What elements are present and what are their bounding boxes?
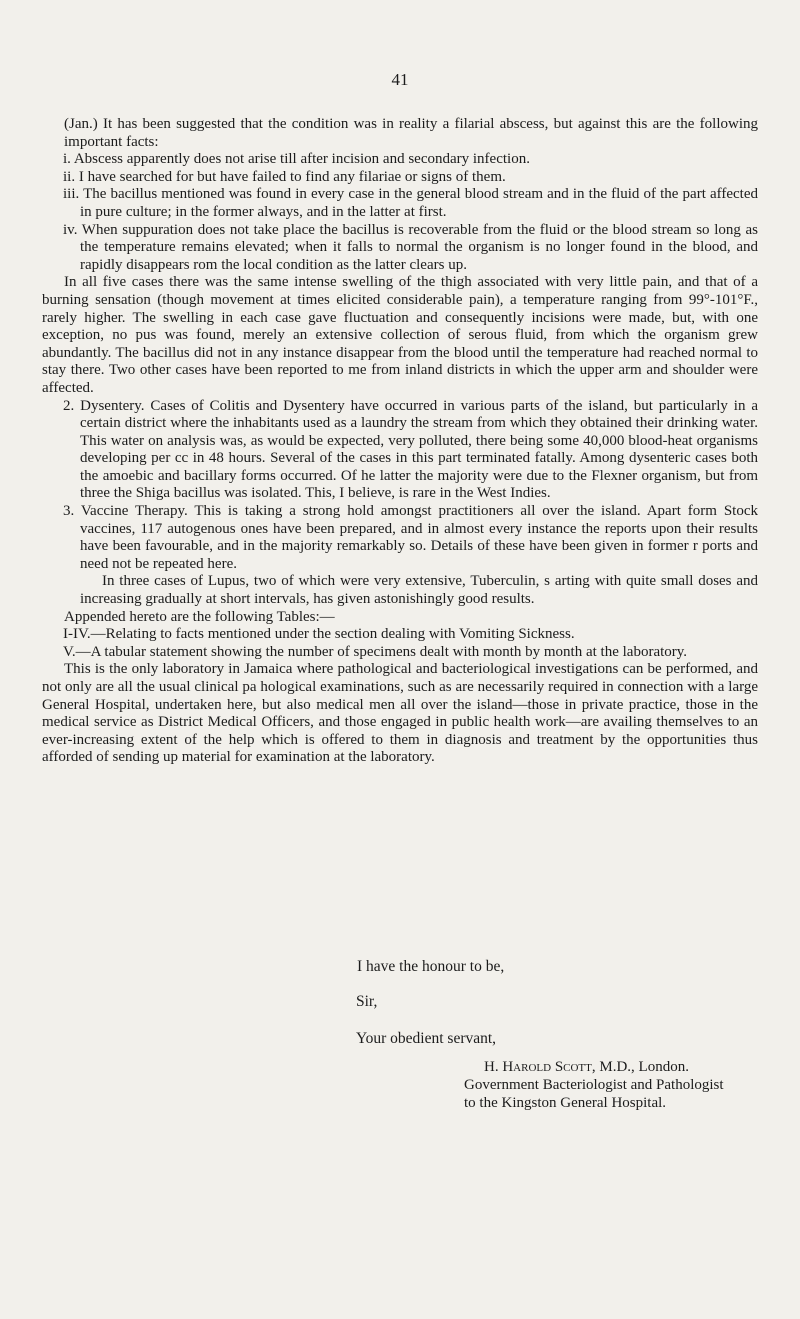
tables-v: V.—A tabular statement showing the number of specimens dealt with month by month at the laboratory. (63, 643, 688, 660)
fact-iv: iv. When suppuration does not take place the bacillus is recoverable from the fluid or the blood stream so long as the temperature remains elevated; when it falls to normal the organism is no longer found in the blood, and rapidly disappears rom the local condition as the latter clears up. (63, 221, 758, 273)
section-vaccine-therapy: 3. Vaccine Therapy. This is taking a strong hold amongst practitioners all over the island. Apart form Stock vaccines, 117 autogenous ones have been prepared, and in almost every instance the reports upon their results have been favourable, and in the majority remarkably so. Details of these have been given in former r ports and need not be repeated here. (63, 503, 758, 572)
fact-ii: ii. I have searched for but have failed to find any filariae or signs of them. (63, 168, 506, 185)
closing-sir: Sir, (356, 993, 378, 1010)
paragraph-only-laboratory: This is the only laboratory in Jamaica where pathological and bacteriological investigations can be performed, and not only are all the usual clinical pa hological examinations, such as are necessarily required in connection with a large General Hospital, undertaken here, but also medical men all over the island—those in private practice, those in the medical service as District Medical Officers, and those engaged in public health work—are availing themselves to an ever-increasing extent of the help which is offered to them in diagnosis and treatment by the opportunities thus afforded of sending up material for examination at the laboratory. (42, 661, 758, 766)
paragraph-appended: Appended hereto are the following Tables:— (64, 608, 335, 625)
paragraph-lupus: In three cases of Lupus, two of which were very extensive, Tuberculin, s arting with quite small doses and increasing gradually at short intervals, has given astonishingly good results. (80, 573, 758, 608)
signature-name-line (484, 1058, 724, 1076)
closing-servant: Your obedient servant, (356, 1030, 497, 1047)
paragraph-jan: (Jan.) It has been suggested that the condition was in reality a filarial abscess, but against this are the following important facts: (64, 116, 758, 150)
signature-degrees: , M.D., London. (591, 1059, 689, 1075)
signature-title-1: Government Bacteriologist and Pathologist (464, 1077, 724, 1093)
letter-body (42, 116, 758, 767)
signature-block (464, 1058, 724, 1112)
closing-honour: I have the honour to be, (357, 958, 505, 975)
section-dysentery: 2. Dysentery. Cases of Colitis and Dysentery have occurred in various parts of the island, but particularly in a certain district where the inhabitants used as a laundry the stream from which they obtained their drinking water. This water on analysis was, as would be expected, very polluted, there being some 40,000 blood-heat organisms developing per cc in 48 hours. Several of the cases in this part terminated fatally. Among dysenteric cases both the amoebic and bacillary forms occurred. Of he latter the majority were due to the Flexner organism, but from three the Shiga bacillus was isolated. This, I believe, is rare in the West Indies. (63, 397, 758, 502)
fact-i: i. Abscess apparently does not arise till after incision and secondary infection. (63, 151, 530, 168)
signature-title-2: to the Kingston General Hospital. (464, 1095, 667, 1111)
fact-iii: iii. The bacillus mentioned was found in every case in the general blood stream and in the fluid of the part affected in pure culture; in the former always, and in the latter at first. (63, 186, 758, 220)
signature-initial: H. (484, 1059, 499, 1075)
tables-i-iv: I-IV.—Relating to facts mentioned under the section dealing with Vomiting Sickness. (63, 626, 575, 643)
paragraph-five-cases: In all five cases there was the same intense swelling of the thigh associated with very little pain, and that of a burning sensation (though movement at times elicited considerable pain), a temperature ranging from 99°-101°F., rarely higher. The swelling in each case gave fluctuation and consequently incisions were made, but, with one exception, no pus was found, merely an extensive collection of serous fluid, from which the organism grew abundantly. The bacillus did not in any instance disappear from the blood until the temperature had reached normal to stay there. Two other cases have been reported to me from inland districts in which the upper arm and shoulder were affected. (42, 274, 758, 396)
page-number: 41 (391, 70, 409, 89)
signature-name: Harold Scott (502, 1059, 592, 1075)
